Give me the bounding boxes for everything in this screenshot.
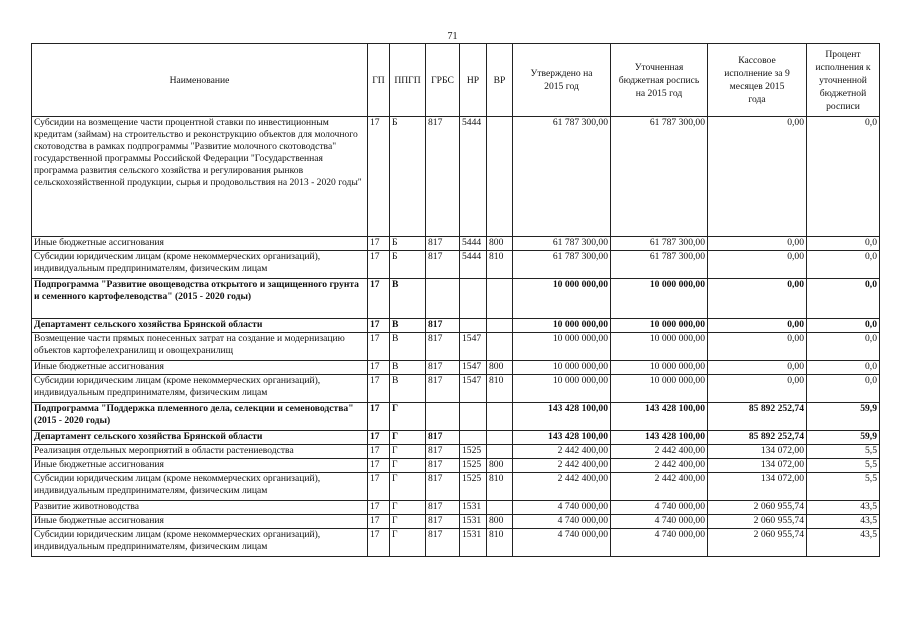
row-name: Субсидии юридическим лицам (кроме некоммерческих организаций), индивидуальным предпринимателям, физическим лицам <box>32 529 368 557</box>
row-grbs: 817 <box>426 251 460 279</box>
row-grbs: 817 <box>426 431 460 445</box>
row-ppgp: В <box>390 319 426 333</box>
row-gp: 17 <box>368 403 390 431</box>
row-percent: 43,5 <box>807 501 880 515</box>
row-percent: 43,5 <box>807 515 880 529</box>
row-grbs: 817 <box>426 237 460 251</box>
row-grbs: 817 <box>426 319 460 333</box>
row-np: 1531 <box>460 529 487 557</box>
row-cash: 2 060 955,74 <box>708 501 807 515</box>
row-np: 1547 <box>460 361 487 375</box>
row-percent: 0,0 <box>807 279 880 319</box>
row-np: 5444 <box>460 237 487 251</box>
row-grbs <box>426 279 460 319</box>
table-row <box>32 361 880 375</box>
row-percent: 5,5 <box>807 445 880 459</box>
row-grbs: 817 <box>426 459 460 473</box>
table-row <box>32 529 880 557</box>
row-np: 5444 <box>460 251 487 279</box>
row-approved: 2 442 400,00 <box>513 473 611 501</box>
row-name: Возмещение части прямых понесенных затрат на создание и модернизацию объектов картофелехранилищ и овощехранилищ <box>32 333 368 361</box>
row-name: Подпрограмма "Развитие овощеводства открытого и защищенного грунта и семенного картофелеводства" (2015 - 2020 годы) <box>32 279 368 319</box>
row-gp: 17 <box>368 251 390 279</box>
row-cash: 134 072,00 <box>708 473 807 501</box>
row-name: Департамент сельского хозяйства Брянской области <box>32 431 368 445</box>
row-vr <box>487 333 513 361</box>
row-cash: 0,00 <box>708 375 807 403</box>
table-row <box>32 251 880 279</box>
row-gp: 17 <box>368 333 390 361</box>
header-gp: ГП <box>368 44 390 117</box>
row-approved: 61 787 300,00 <box>513 251 611 279</box>
row-refined: 61 787 300,00 <box>611 251 708 279</box>
row-refined: 10 000 000,00 <box>611 279 708 319</box>
row-vr <box>487 431 513 445</box>
row-gp: 17 <box>368 117 390 237</box>
row-gp: 17 <box>368 237 390 251</box>
table-header-row <box>32 44 880 117</box>
row-gp: 17 <box>368 529 390 557</box>
table-row <box>32 473 880 501</box>
row-gp: 17 <box>368 431 390 445</box>
row-approved: 61 787 300,00 <box>513 117 611 237</box>
row-ppgp: Г <box>390 431 426 445</box>
row-np: 1531 <box>460 515 487 529</box>
header-name: Наименование <box>32 44 368 117</box>
header-cash: Кассовое исполнение за 9 месяцев 2015 года <box>708 44 807 117</box>
row-np: 1531 <box>460 501 487 515</box>
row-refined: 61 787 300,00 <box>611 237 708 251</box>
row-refined: 2 442 400,00 <box>611 473 708 501</box>
row-percent: 59,9 <box>807 431 880 445</box>
row-np: 1547 <box>460 375 487 403</box>
header-np: НР <box>460 44 487 117</box>
row-cash: 0,00 <box>708 117 807 237</box>
row-name: Иные бюджетные ассигнования <box>32 237 368 251</box>
row-vr <box>487 403 513 431</box>
row-name: Иные бюджетные ассигнования <box>32 515 368 529</box>
row-approved: 143 428 100,00 <box>513 431 611 445</box>
row-np: 1525 <box>460 445 487 459</box>
row-approved: 4 740 000,00 <box>513 515 611 529</box>
row-approved: 143 428 100,00 <box>513 403 611 431</box>
row-ppgp: Г <box>390 459 426 473</box>
row-percent: 0,0 <box>807 361 880 375</box>
row-refined: 2 442 400,00 <box>611 459 708 473</box>
row-gp: 17 <box>368 473 390 501</box>
row-refined: 10 000 000,00 <box>611 319 708 333</box>
row-ppgp: Б <box>390 251 426 279</box>
row-refined: 10 000 000,00 <box>611 333 708 361</box>
row-percent: 0,0 <box>807 375 880 403</box>
table-row <box>32 431 880 445</box>
row-gp: 17 <box>368 361 390 375</box>
row-gp: 17 <box>368 501 390 515</box>
row-vr <box>487 117 513 237</box>
row-refined: 4 740 000,00 <box>611 515 708 529</box>
header-ppgp: ППГП <box>390 44 426 117</box>
row-ppgp: Г <box>390 515 426 529</box>
row-refined: 10 000 000,00 <box>611 361 708 375</box>
row-percent: 5,5 <box>807 473 880 501</box>
row-percent: 0,0 <box>807 117 880 237</box>
row-ppgp: Г <box>390 501 426 515</box>
row-ppgp: В <box>390 361 426 375</box>
row-approved: 2 442 400,00 <box>513 459 611 473</box>
row-cash: 134 072,00 <box>708 459 807 473</box>
row-grbs: 817 <box>426 515 460 529</box>
row-cash: 85 892 252,74 <box>708 403 807 431</box>
row-refined: 2 442 400,00 <box>611 445 708 459</box>
row-grbs: 817 <box>426 333 460 361</box>
row-np: 1525 <box>460 473 487 501</box>
row-ppgp: Б <box>390 237 426 251</box>
row-np <box>460 319 487 333</box>
row-percent: 59,9 <box>807 403 880 431</box>
row-approved: 10 000 000,00 <box>513 319 611 333</box>
row-grbs: 817 <box>426 501 460 515</box>
row-name: Субсидии юридическим лицам (кроме некоммерческих организаций), индивидуальным предпринимателям, физическим лицам <box>32 251 368 279</box>
row-cash: 0,00 <box>708 279 807 319</box>
row-name: Подпрограмма "Поддержка племенного дела, селекции и семеноводства" (2015 - 2020 годы) <box>32 403 368 431</box>
table-row <box>32 375 880 403</box>
row-name: Иные бюджетные ассигнования <box>32 361 368 375</box>
row-approved: 10 000 000,00 <box>513 333 611 361</box>
row-cash: 0,00 <box>708 333 807 361</box>
row-grbs <box>426 403 460 431</box>
header-vr: ВР <box>487 44 513 117</box>
header-grbs: ГРБС <box>426 44 460 117</box>
row-approved: 61 787 300,00 <box>513 237 611 251</box>
table-row <box>32 333 880 361</box>
row-refined: 61 787 300,00 <box>611 117 708 237</box>
table-row <box>32 445 880 459</box>
row-gp: 17 <box>368 319 390 333</box>
row-name: Субсидии на возмещение части процентной ставки по инвестиционным кредитам (займам) на строительство и реконструкцию объектов для молочного скотоводства в рамках подпрограммы "Развитие молочного скотоводства" государственной программы Российской Федерации "Государственная программа развития сельского хозяйства и регулирования рынков сельскохозяйственной продукции, сырья и продовольствия на 2013 - 2020 годы" <box>32 117 368 237</box>
row-cash: 2 060 955,74 <box>708 515 807 529</box>
row-vr: 810 <box>487 473 513 501</box>
row-refined: 143 428 100,00 <box>611 403 708 431</box>
row-ppgp: Г <box>390 403 426 431</box>
row-grbs: 817 <box>426 445 460 459</box>
row-ppgp: В <box>390 279 426 319</box>
table-row <box>32 459 880 473</box>
row-gp: 17 <box>368 515 390 529</box>
table-row <box>32 319 880 333</box>
row-vr: 810 <box>487 529 513 557</box>
row-percent: 0,0 <box>807 237 880 251</box>
row-cash: 0,00 <box>708 319 807 333</box>
row-ppgp: Г <box>390 445 426 459</box>
row-cash: 0,00 <box>708 237 807 251</box>
row-name: Субсидии юридическим лицам (кроме некоммерческих организаций), индивидуальным предпринимателям, физическим лицам <box>32 473 368 501</box>
row-gp: 17 <box>368 445 390 459</box>
row-vr: 800 <box>487 459 513 473</box>
row-refined: 10 000 000,00 <box>611 375 708 403</box>
row-name: Иные бюджетные ассигнования <box>32 459 368 473</box>
row-gp: 17 <box>368 459 390 473</box>
row-vr <box>487 319 513 333</box>
table-row <box>32 515 880 529</box>
row-np <box>460 403 487 431</box>
row-vr: 810 <box>487 375 513 403</box>
row-gp: 17 <box>368 375 390 403</box>
table-row <box>32 501 880 515</box>
row-refined: 4 740 000,00 <box>611 529 708 557</box>
row-vr <box>487 279 513 319</box>
row-np <box>460 431 487 445</box>
row-percent: 0,0 <box>807 333 880 361</box>
row-approved: 4 740 000,00 <box>513 529 611 557</box>
row-grbs: 817 <box>426 375 460 403</box>
row-vr: 800 <box>487 237 513 251</box>
row-grbs: 817 <box>426 473 460 501</box>
budget-table <box>31 43 880 557</box>
row-percent: 0,0 <box>807 251 880 279</box>
row-grbs: 817 <box>426 361 460 375</box>
row-ppgp: Г <box>390 529 426 557</box>
row-vr: 800 <box>487 515 513 529</box>
row-ppgp: Б <box>390 117 426 237</box>
header-refined: Уточненная бюджетная роспись на 2015 год <box>611 44 708 117</box>
row-cash: 85 892 252,74 <box>708 431 807 445</box>
row-ppgp: В <box>390 375 426 403</box>
row-name: Реализация отдельных мероприятий в области растениеводства <box>32 445 368 459</box>
row-cash: 0,00 <box>708 361 807 375</box>
page-number: 71 <box>447 31 458 42</box>
header-percent: Процент исполнения к уточненной бюджетной росписи <box>807 44 880 117</box>
row-ppgp: В <box>390 333 426 361</box>
row-name: Развитие животноводства <box>32 501 368 515</box>
row-vr <box>487 501 513 515</box>
row-approved: 2 442 400,00 <box>513 445 611 459</box>
row-vr <box>487 445 513 459</box>
row-percent: 43,5 <box>807 529 880 557</box>
row-approved: 10 000 000,00 <box>513 375 611 403</box>
row-cash: 0,00 <box>708 251 807 279</box>
row-np: 1547 <box>460 333 487 361</box>
row-approved: 4 740 000,00 <box>513 501 611 515</box>
row-percent: 0,0 <box>807 319 880 333</box>
row-approved: 10 000 000,00 <box>513 279 611 319</box>
row-approved: 10 000 000,00 <box>513 361 611 375</box>
row-gp: 17 <box>368 279 390 319</box>
row-np <box>460 279 487 319</box>
row-cash: 2 060 955,74 <box>708 529 807 557</box>
row-name: Субсидии юридическим лицам (кроме некоммерческих организаций), индивидуальным предпринимателям, физическим лицам <box>32 375 368 403</box>
row-np: 1525 <box>460 459 487 473</box>
table-row <box>32 237 880 251</box>
row-grbs: 817 <box>426 117 460 237</box>
row-percent: 5,5 <box>807 459 880 473</box>
row-np: 5444 <box>460 117 487 237</box>
row-vr: 810 <box>487 251 513 279</box>
table-row <box>32 117 880 237</box>
row-name: Департамент сельского хозяйства Брянской области <box>32 319 368 333</box>
table-row <box>32 279 880 319</box>
row-refined: 4 740 000,00 <box>611 501 708 515</box>
row-vr: 800 <box>487 361 513 375</box>
header-approved: Утверждено на 2015 год <box>513 44 611 117</box>
row-ppgp: Г <box>390 473 426 501</box>
table-row <box>32 403 880 431</box>
row-grbs: 817 <box>426 529 460 557</box>
row-refined: 143 428 100,00 <box>611 431 708 445</box>
row-cash: 134 072,00 <box>708 445 807 459</box>
